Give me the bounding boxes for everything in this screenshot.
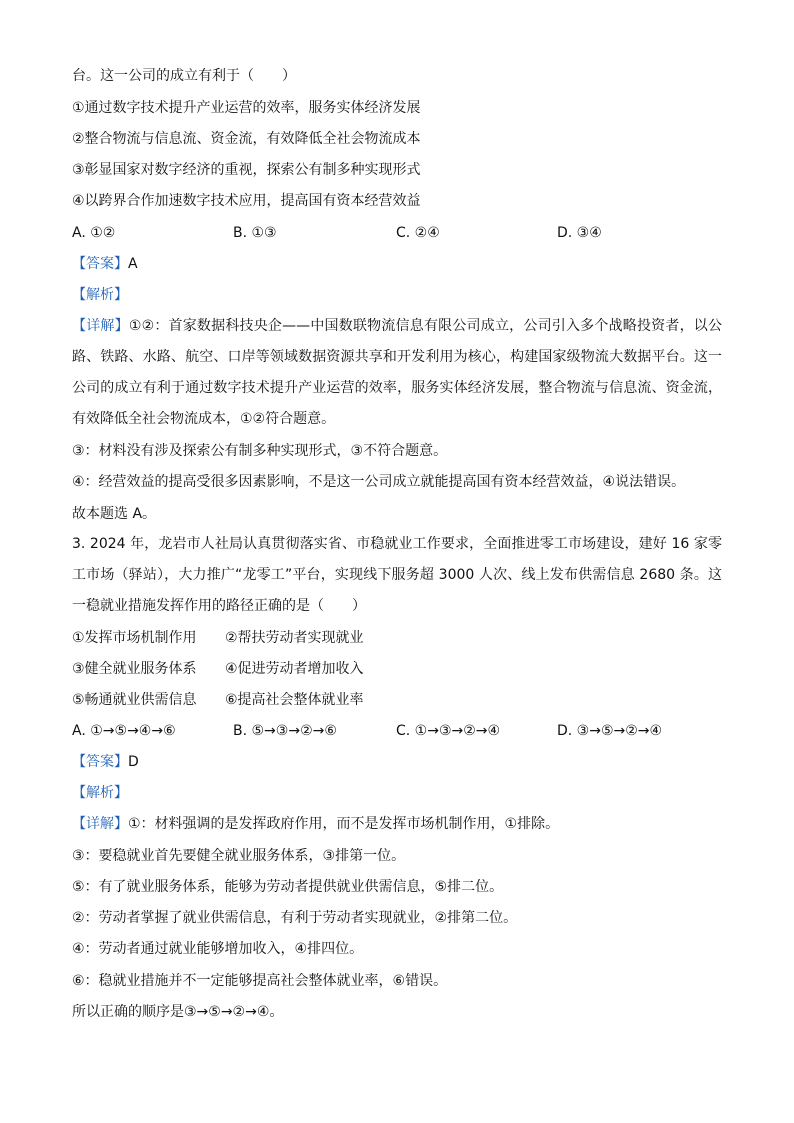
detail-paragraph xyxy=(72,311,722,435)
detail-line: ⑤：有了就业服务体系，能够为劳动者提供就业供需信息，⑤排二位。 xyxy=(72,879,504,895)
option-b: B. ⑤→③→②→⑥ xyxy=(233,723,337,739)
option-c: C. ①→③→②→④ xyxy=(396,723,501,739)
statement-item: ①通过数字技术提升产业运营的效率，服务实体经济发展 xyxy=(72,100,421,116)
statement-item: ②帮扶劳动者实现就业 xyxy=(225,630,364,646)
answer-line xyxy=(72,752,139,772)
detail-line: ④：经营效益的提高受很多因素影响，不是这一公司成立就能提高国有资本经营效益，④说法错误。 xyxy=(72,474,686,490)
answer-value: D xyxy=(128,754,139,770)
question-stem: 台。这一公司的成立有利于（ ） xyxy=(72,68,296,84)
answer-line xyxy=(72,254,138,274)
option-a: A. ①② xyxy=(72,225,116,241)
detail-line xyxy=(72,814,559,834)
statement-item: ④以跨界合作加速数字技术应用，提高国有资本经营效益 xyxy=(72,193,421,209)
statement-item: ①发挥市场机制作用 xyxy=(72,630,197,646)
analysis-label: 【解析】 xyxy=(72,785,128,801)
answer-label: 【答案】 xyxy=(72,256,128,272)
statement-item: ⑤畅通就业供需信息 xyxy=(72,692,197,708)
analysis-heading xyxy=(72,285,128,305)
option-d: D. ③→⑤→②→④ xyxy=(557,723,663,739)
answer-value: A xyxy=(128,256,138,272)
analysis-heading xyxy=(72,783,128,803)
question-3-stem: 3. 2024 年，龙岩市人社局认真贯彻落实省、市稳就业工作要求，全面推进零工市场建设，建好 16 家零工市场（驿站），大力推广“龙零工”平台，实现线下服务超 3000 人次、线上发布供需信息 2680 条。这一稳就业措施发挥作用的路径正确的是（ ） xyxy=(72,536,722,614)
conclusion-line: 故本题选 A。 xyxy=(72,506,157,522)
option-b: B. ①③ xyxy=(233,225,277,241)
answer-label: 【答案】 xyxy=(72,754,128,770)
detail-label: 【详解】 xyxy=(72,318,129,334)
detail-label: 【详解】 xyxy=(72,816,128,832)
detail-line: ⑥：稳就业措施并不一定能够提高社会整体就业率，⑥错误。 xyxy=(72,973,448,989)
statement-item: ③彰显国家对数字经济的重视，探索公有制多种实现形式 xyxy=(72,162,421,178)
statement-item: ③健全就业服务体系 xyxy=(72,661,197,677)
analysis-label: 【解析】 xyxy=(72,287,128,303)
detail-line: ③：要稳就业首先要健全就业服务体系，③排第一位。 xyxy=(72,848,406,864)
statement-item: ②整合物流与信息流、资金流，有效降低全社会物流成本 xyxy=(72,131,421,147)
statement-item: ⑥提高社会整体就业率 xyxy=(225,692,364,708)
detail-line: ②：劳动者掌握了就业供需信息，有利于劳动者实现就业，②排第二位。 xyxy=(72,910,518,926)
option-d: D. ③④ xyxy=(557,225,602,241)
detail-line: ③：材料没有涉及探索公有制多种实现形式，③不符合题意。 xyxy=(72,443,448,459)
detail-line: ④：劳动者通过就业能够增加收入，④排四位。 xyxy=(72,941,364,957)
option-c: C. ②④ xyxy=(396,225,440,241)
conclusion-line: 所以正确的顺序是③→⑤→②→④。 xyxy=(72,1004,284,1020)
detail-text: ①：材料强调的是发挥政府作用，而不是发挥市场机制作用，①排除。 xyxy=(128,816,560,832)
option-a: A. ①→⑤→④→⑥ xyxy=(72,723,176,739)
statement-item: ④促进劳动者增加收入 xyxy=(225,661,364,677)
detail-text: ①②：首家数据科技央企——中国数联物流信息有限公司成立，公司引入多个战略投资者，以公路、铁路、水路、航空、口岸等领域数据资源共享和开发利用为核心，构建国家级物流大数据平台。这一公司的成立有利于通过数字技术提升产业运营的效率，服务实体经济发展，整合物流与信息流、资金流，有效降低全社会物流成本，①②符合题意。 xyxy=(72,318,722,427)
